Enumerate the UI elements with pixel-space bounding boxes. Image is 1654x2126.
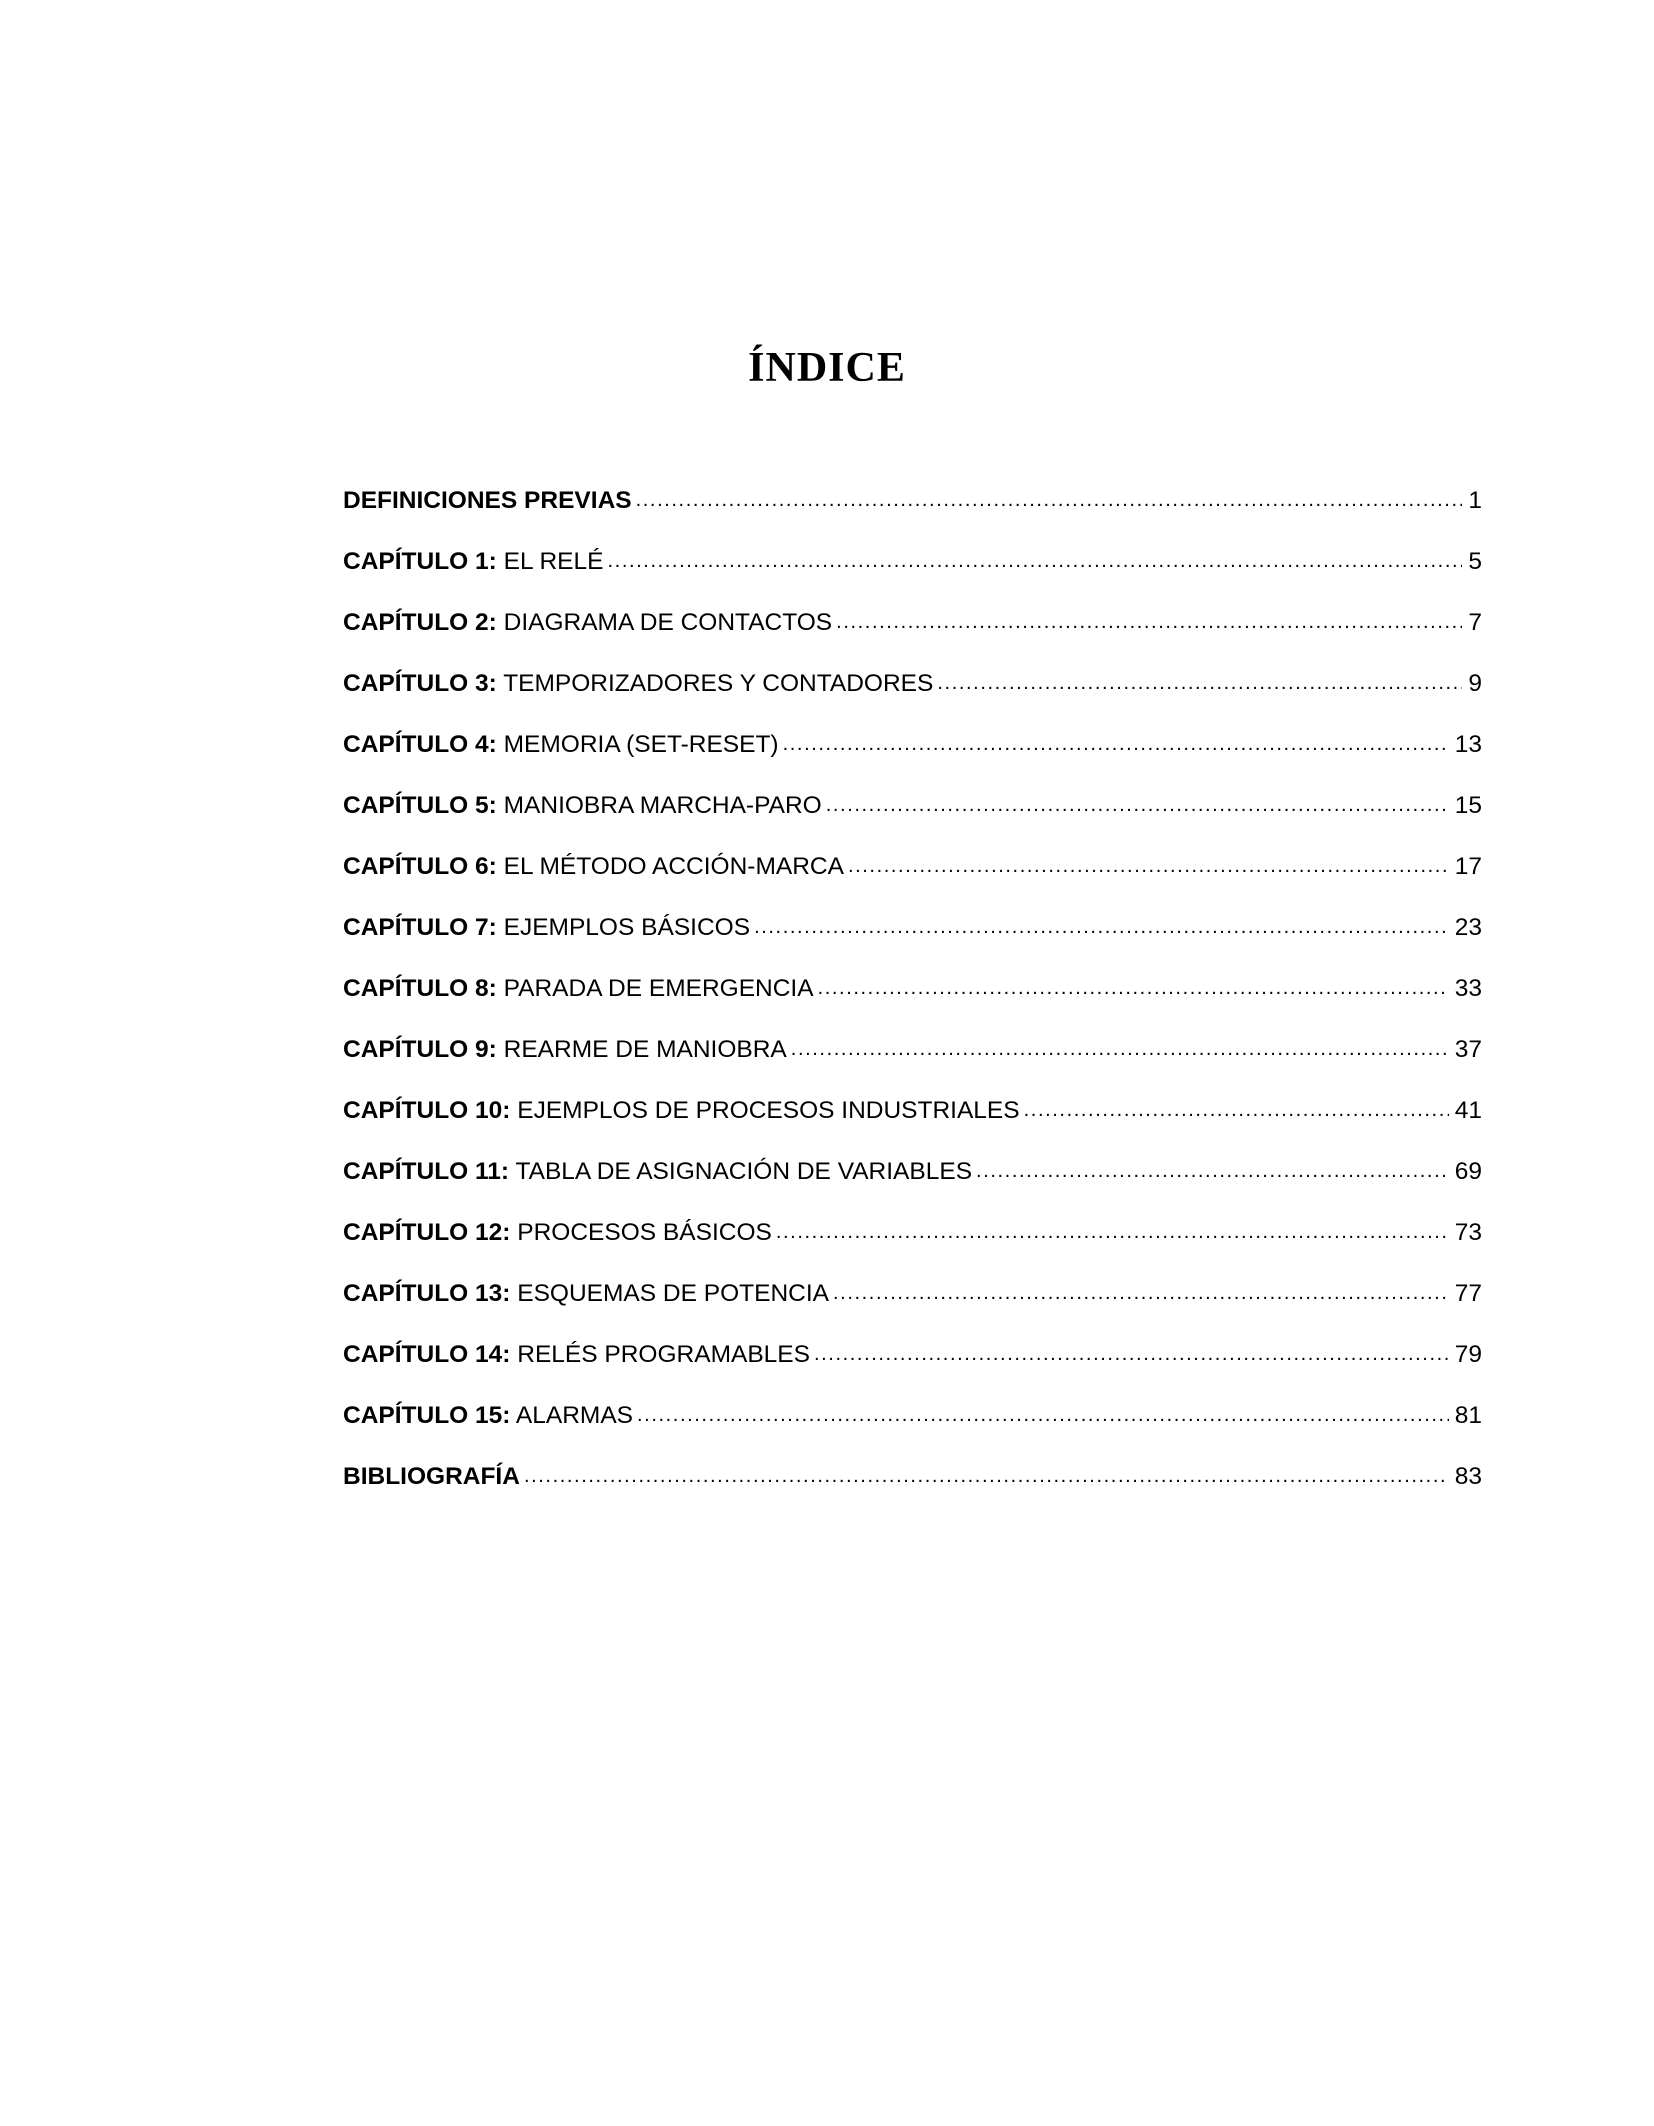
toc-entry[interactable] bbox=[343, 547, 1482, 608]
toc-dot-leader bbox=[637, 1399, 1449, 1430]
toc-dot-leader bbox=[814, 1338, 1449, 1369]
toc-entry-heading: CAPÍTULO 10: bbox=[343, 1097, 511, 1124]
toc-entry[interactable] bbox=[343, 791, 1482, 852]
toc-entry[interactable] bbox=[343, 669, 1482, 730]
toc-entry[interactable] bbox=[343, 1340, 1482, 1401]
toc-entry-title: PARADA DE EMERGENCIA bbox=[503, 975, 814, 1002]
toc-entry-title: EL RELÉ bbox=[503, 548, 604, 575]
toc-entry[interactable] bbox=[343, 1218, 1482, 1279]
toc-entry-label bbox=[343, 1035, 787, 1065]
toc-entry-label bbox=[343, 913, 750, 943]
toc-entry-label bbox=[343, 547, 604, 577]
toc-dot-leader bbox=[826, 789, 1449, 820]
toc-entry-label bbox=[343, 608, 832, 638]
toc-entry[interactable] bbox=[343, 1279, 1482, 1340]
toc-entry-label bbox=[343, 669, 933, 699]
toc-entry-title: ESQUEMAS DE POTENCIA bbox=[517, 1280, 830, 1307]
toc-dot-leader bbox=[1024, 1094, 1449, 1125]
toc-dot-leader bbox=[836, 606, 1462, 637]
toc-entry-heading: CAPÍTULO 11: bbox=[343, 1158, 510, 1185]
toc-page-number: 5 bbox=[1468, 548, 1482, 575]
toc-entry[interactable] bbox=[343, 486, 1482, 547]
toc-dot-leader bbox=[608, 545, 1463, 576]
toc-entry-label bbox=[343, 730, 779, 760]
toc-entry-heading: CAPÍTULO 14: bbox=[343, 1341, 511, 1368]
toc-entry-title: TABLA DE ASIGNACIÓN DE VARIABLES bbox=[515, 1158, 973, 1185]
toc-entry-label bbox=[343, 791, 822, 821]
toc-entry-heading: CAPÍTULO 13: bbox=[343, 1280, 511, 1307]
toc-dot-leader bbox=[976, 1155, 1449, 1186]
toc-page-number: 13 bbox=[1454, 731, 1482, 758]
toc-entry[interactable] bbox=[343, 1462, 1482, 1523]
toc-dot-leader bbox=[636, 484, 1463, 515]
toc-entry-title: EL MÉTODO ACCIÓN-MARCA bbox=[503, 853, 844, 880]
toc-page-number: 33 bbox=[1454, 975, 1482, 1002]
toc-page-number: 17 bbox=[1454, 853, 1482, 880]
toc-page-number: 41 bbox=[1454, 1097, 1482, 1124]
toc-page-number: 79 bbox=[1454, 1341, 1482, 1368]
toc-dot-leader bbox=[754, 911, 1449, 942]
toc-entry-heading: CAPÍTULO 3: bbox=[343, 670, 497, 697]
toc-page-number: 15 bbox=[1454, 792, 1482, 819]
toc-entry[interactable] bbox=[343, 1401, 1482, 1462]
toc-page-number: 77 bbox=[1454, 1280, 1482, 1307]
toc-entry-label bbox=[343, 852, 844, 882]
toc-entry-title: DIAGRAMA DE CONTACTOS bbox=[503, 609, 833, 636]
toc-entry-heading: CAPÍTULO 6: bbox=[343, 853, 497, 880]
toc-page-number: 83 bbox=[1454, 1463, 1482, 1490]
toc-dot-leader bbox=[776, 1216, 1449, 1247]
toc-entry[interactable] bbox=[343, 1157, 1482, 1218]
toc-dot-leader bbox=[783, 728, 1449, 759]
toc-page-number: 7 bbox=[1468, 609, 1482, 636]
toc-entry-heading: CAPÍTULO 15: bbox=[343, 1402, 511, 1429]
toc-entry-label bbox=[343, 1401, 633, 1431]
toc-entry-heading: CAPÍTULO 8: bbox=[343, 975, 497, 1002]
toc-entry-label bbox=[343, 1157, 972, 1187]
toc-entry-title: REARME DE MANIOBRA bbox=[503, 1036, 787, 1063]
toc-page-number: 9 bbox=[1468, 670, 1482, 697]
toc-entry-label bbox=[343, 974, 814, 1004]
toc-dot-leader bbox=[848, 850, 1449, 881]
toc-entry-label bbox=[343, 1340, 810, 1370]
toc-entry[interactable] bbox=[343, 1035, 1482, 1096]
table-of-contents bbox=[343, 486, 1482, 1523]
toc-page-number: 23 bbox=[1454, 914, 1482, 941]
toc-entry-title: MEMORIA (SET-RESET) bbox=[503, 731, 779, 758]
toc-entry[interactable] bbox=[343, 974, 1482, 1035]
toc-entry-title: EJEMPLOS BÁSICOS bbox=[503, 914, 751, 941]
toc-page-number: 37 bbox=[1454, 1036, 1482, 1063]
toc-page-number: 69 bbox=[1454, 1158, 1482, 1185]
toc-entry-heading: CAPÍTULO 4: bbox=[343, 731, 497, 758]
toc-entry[interactable] bbox=[343, 852, 1482, 913]
toc-entry[interactable] bbox=[343, 608, 1482, 669]
toc-page-number: 73 bbox=[1454, 1219, 1482, 1246]
toc-dot-leader bbox=[833, 1277, 1449, 1308]
toc-entry-heading: CAPÍTULO 12: bbox=[343, 1219, 511, 1246]
toc-entry[interactable] bbox=[343, 730, 1482, 791]
toc-entry-label bbox=[343, 1096, 1020, 1126]
toc-entry[interactable] bbox=[343, 1096, 1482, 1157]
toc-entry-heading: DEFINICIONES PREVIAS bbox=[343, 487, 632, 514]
toc-dot-leader bbox=[524, 1460, 1449, 1491]
toc-entry-label bbox=[343, 486, 632, 516]
toc-entry-heading: BIBLIOGRAFÍA bbox=[343, 1463, 520, 1490]
toc-entry-label bbox=[343, 1218, 772, 1248]
toc-dot-leader bbox=[818, 972, 1449, 1003]
toc-entry-heading: CAPÍTULO 1: bbox=[343, 548, 497, 575]
toc-entry-title: MANIOBRA MARCHA-PARO bbox=[503, 792, 822, 819]
toc-entry-title: PROCESOS BÁSICOS bbox=[517, 1219, 772, 1246]
toc-entry-heading: CAPÍTULO 9: bbox=[343, 1036, 497, 1063]
toc-entry-heading: CAPÍTULO 5: bbox=[343, 792, 497, 819]
toc-entry-heading: CAPÍTULO 7: bbox=[343, 914, 497, 941]
toc-entry-title: EJEMPLOS DE PROCESOS INDUSTRIALES bbox=[517, 1097, 1020, 1124]
toc-page-number: 81 bbox=[1454, 1402, 1482, 1429]
toc-page-number: 1 bbox=[1468, 487, 1482, 514]
toc-entry-label bbox=[343, 1279, 829, 1309]
toc-entry-label bbox=[343, 1462, 520, 1492]
toc-entry-heading: CAPÍTULO 2: bbox=[343, 609, 497, 636]
toc-entry[interactable] bbox=[343, 913, 1482, 974]
toc-entry-title: ALARMAS bbox=[515, 1402, 633, 1429]
toc-dot-leader bbox=[791, 1033, 1449, 1064]
toc-entry-title: TEMPORIZADORES Y CONTADORES bbox=[503, 670, 934, 697]
toc-entry-title: RELÉS PROGRAMABLES bbox=[517, 1341, 810, 1368]
toc-dot-leader bbox=[937, 667, 1462, 698]
page-title: ÍNDICE bbox=[748, 345, 906, 391]
